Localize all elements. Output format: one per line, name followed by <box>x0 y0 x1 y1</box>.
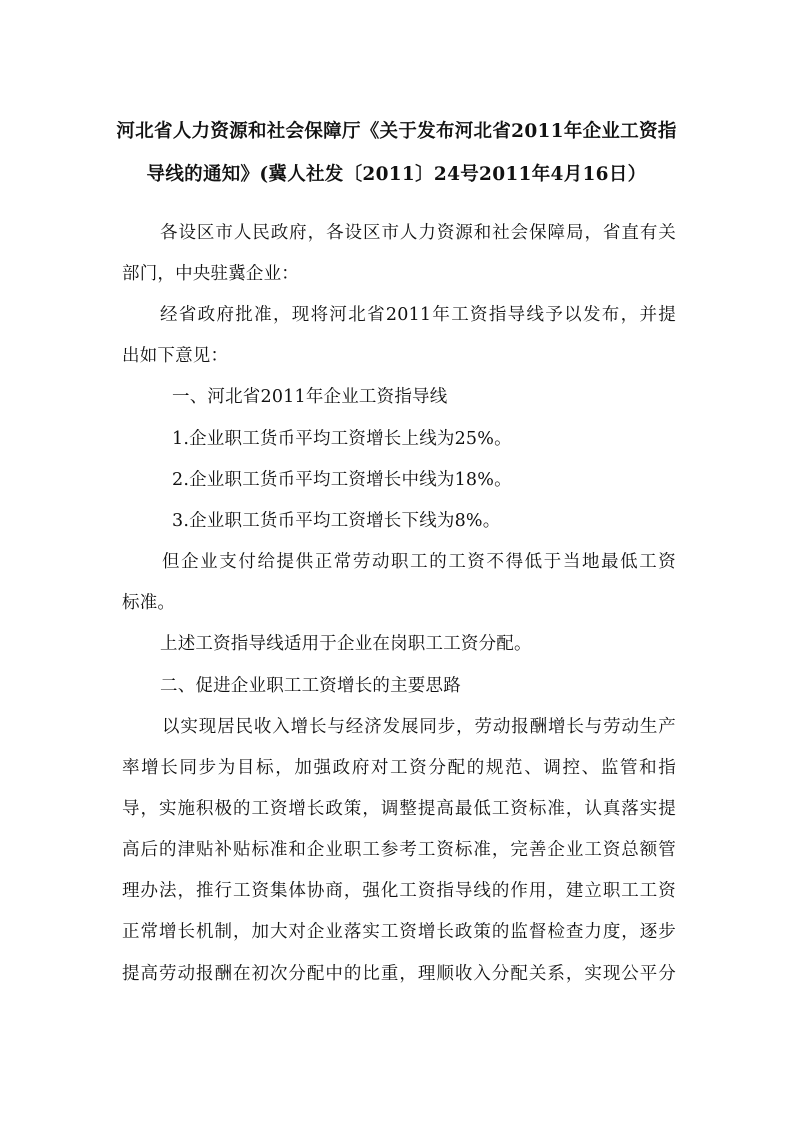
section-heading-1: 一、河北省2011年企业工资指导线 <box>172 387 448 407</box>
strategy-paragraph-line-6: 正常增长机制，加大对企业落实工资增长政策的监督检查力度，逐步 <box>122 922 676 942</box>
guideline-lower: 3.企业职工货币平均工资增长下线为8%。 <box>172 511 501 531</box>
scope-paragraph: 上述工资指导线适用于企业在岗职工工资分配。 <box>160 634 532 654</box>
strategy-paragraph-line-3: 导，实施积极的工资增长政策，调整提高最低工资标准，认真落实提 <box>122 799 676 819</box>
salutation-line-1: 各设区市人民政府，各设区市人力资源和社会保障局，省直有关 <box>160 223 676 243</box>
strategy-paragraph-line-5: 理办法，推行工资集体协商，强化工资指导线的作用，建立职工工资 <box>122 881 676 901</box>
minimum-wage-note-line-1: 但企业支付给提供正常劳动职工的工资不得低于当地最低工资 <box>162 552 676 572</box>
document-title-line-1: 河北省人力资源和社会保障厅《关于发布河北省2011年企业工资指 <box>116 121 677 142</box>
guideline-upper: 1.企业职工货币平均工资增长上线为25%。 <box>172 429 512 449</box>
intro-paragraph-line-1: 经省政府批准，现将河北省2011年工资指导线予以发布，并提 <box>160 305 676 325</box>
minimum-wage-note-line-2: 标准。 <box>122 593 176 613</box>
salutation-line-2: 部门，中央驻冀企业： <box>122 264 299 284</box>
section-heading-2: 二、促进企业职工工资增长的主要思路 <box>160 676 461 696</box>
intro-paragraph-line-2: 出如下意见： <box>122 346 229 366</box>
strategy-paragraph-line-2: 率增长同步为目标，加强政府对工资分配的规范、调控、监管和指 <box>122 758 676 778</box>
strategy-paragraph-line-1: 以实现居民收入增长与经济发展同步，劳动报酬增长与劳动生产 <box>162 717 676 737</box>
guideline-middle: 2.企业职工货币平均工资增长中线为18%。 <box>172 470 512 490</box>
document-title-line-2: 导线的通知》(冀人社发〔2011〕24号2011年4月16日） <box>146 164 647 185</box>
strategy-paragraph-line-4: 高后的津贴补贴标准和企业职工参考工资标准，完善企业工资总额管 <box>122 840 676 860</box>
strategy-paragraph-line-7: 提高劳动报酬在初次分配中的比重，理顺收入分配关系，实现公平分 <box>122 964 676 984</box>
